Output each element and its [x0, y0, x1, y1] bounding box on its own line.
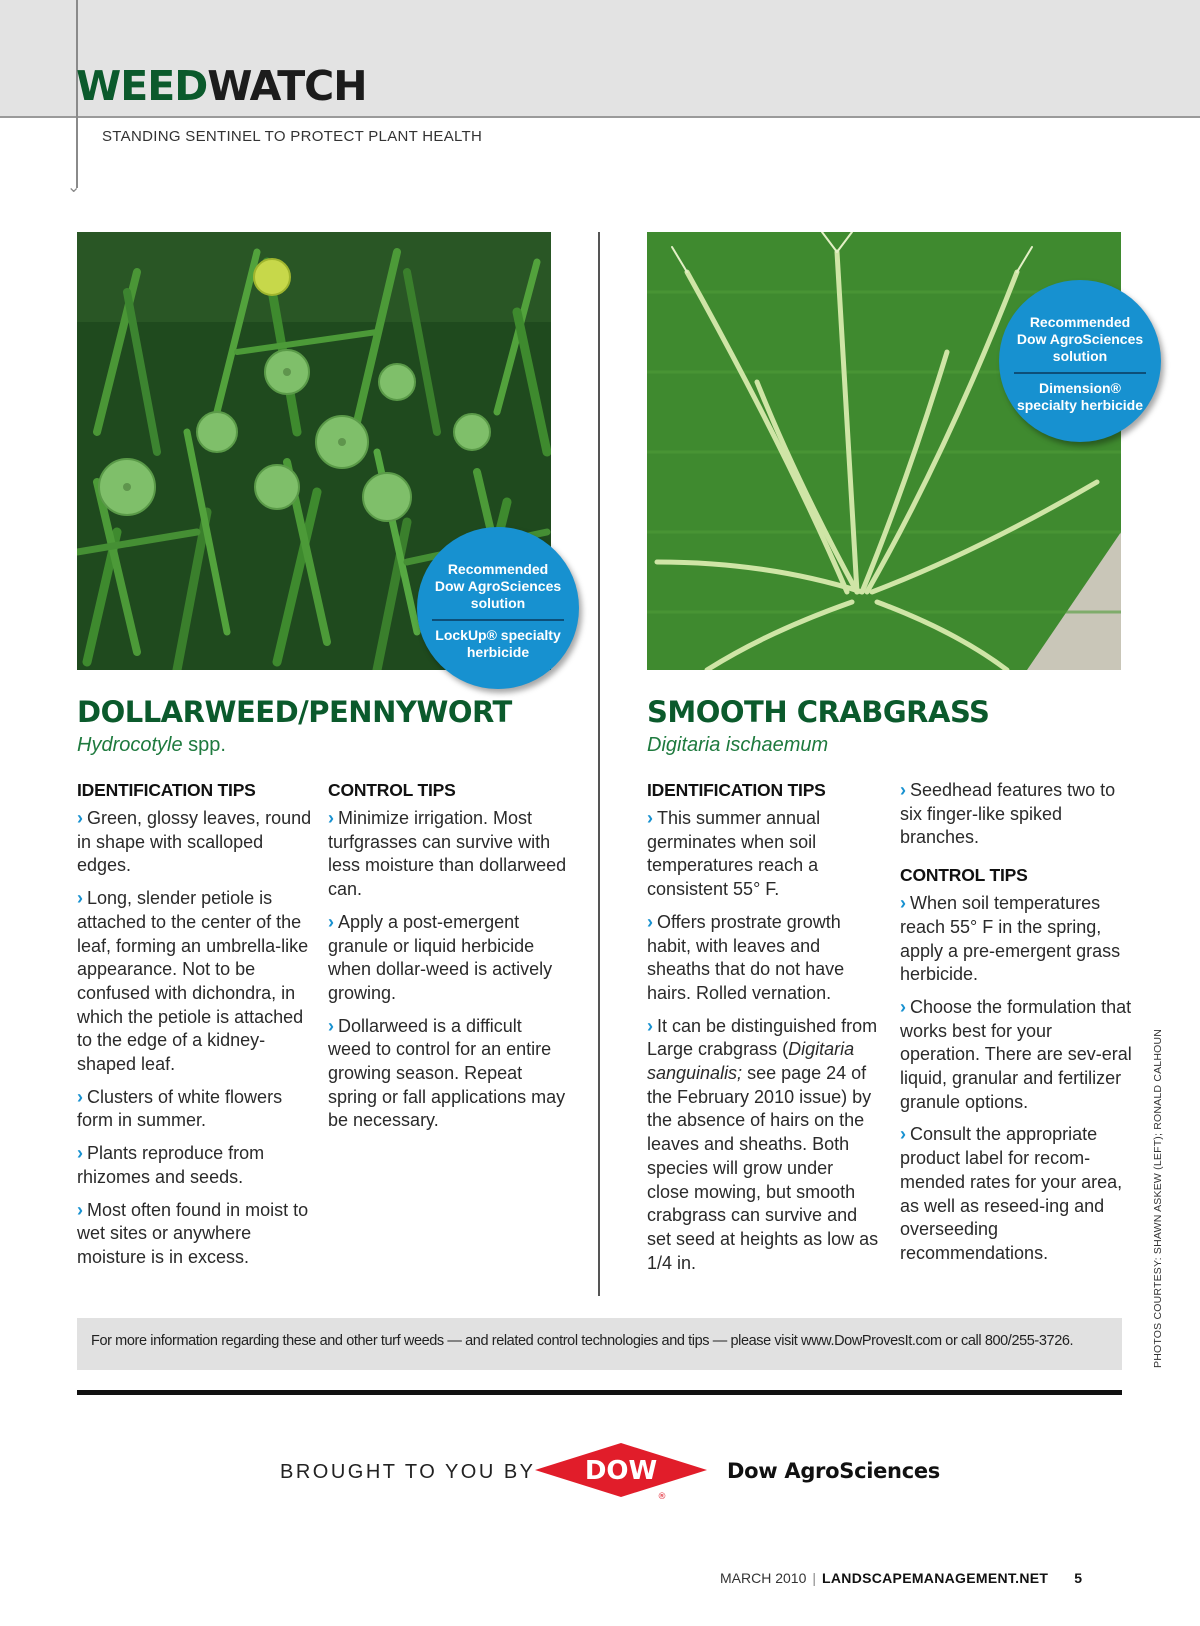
weedwatch-wordmark: [76, 62, 367, 110]
badge-rule: [432, 619, 564, 621]
tip-item: [328, 807, 568, 902]
tip-text: Seedhead features two to six finger-like spiked branches.: [900, 780, 1116, 848]
chevron-right-icon: ›: [77, 808, 83, 828]
chevron-right-icon: ›: [328, 1015, 334, 1036]
tip-text: Clusters of white flowers form in summer.: [77, 1086, 283, 1131]
section-heading: CONTROL TIPS: [328, 780, 456, 800]
dow-agrosciences-name: Dow AgroSciences: [727, 1459, 940, 1483]
tip-item: [647, 807, 879, 902]
chevron-right-icon: ›: [647, 1015, 653, 1036]
sci-binomial: Digitaria ischaemum: [647, 734, 829, 756]
tagline: STANDING SENTINEL TO PROTECT PLANT HEALTH: [102, 128, 483, 145]
tip-text: Consult the appropriate product label for recom-mended rates for your area, as well as reseed-ing and overseeding recommendations.: [900, 1124, 1123, 1263]
badge-line1: Recommended: [447, 561, 549, 577]
recommended-solution-badge-right: [999, 280, 1161, 442]
dollarweed-control-tips: [328, 779, 568, 1142]
chevron-right-icon: ›: [900, 780, 906, 800]
tip-text: Minimize irrigation. Most turfgrasses can survive with less moisture than dollarweed can.: [328, 808, 567, 900]
chevron-right-icon: ›: [900, 893, 906, 914]
tip-text: When soil temperatures reach 55° F in the spring, apply a pre-emergent grass herbicide.: [900, 893, 1121, 985]
chevron-right-icon: ›: [900, 1124, 906, 1145]
tip-item: [77, 1199, 312, 1270]
tip-item: [77, 1142, 312, 1189]
crabgrass-title: SMOOTH CRABGRASS: [647, 695, 990, 729]
registered-mark: ®: [657, 1492, 667, 1501]
chevron-right-icon: ›: [77, 1143, 83, 1164]
badge-line2: Dow AgroSciences: [1016, 331, 1144, 347]
dollarweed-title: DOLLARWEED/PENNYWORT: [77, 695, 512, 729]
tip-text: Most often found in moist to wet sites or anywhere moisture is in excess.: [77, 1199, 309, 1267]
chevron-right-icon: ›: [77, 888, 83, 909]
tip-text: Apply a post-emergent granule or liquid herbicide when dollar-weed is actively growing.: [328, 911, 553, 1003]
tip-text: Choose the formulation that works best for your operation. There are sev-eral liquid, granular and fertilizer granule options.: [900, 996, 1132, 1112]
dow-logo-text: DOW: [584, 1456, 658, 1486]
section-rule: [77, 1390, 1122, 1395]
dow-diamond-logo: [535, 1441, 707, 1501]
wordmark-weed: WEED: [76, 62, 208, 110]
tip-text: Offers prostrate growth habit, with leaves and sheaths that do not have hairs. Rolled vernation.: [647, 911, 845, 1003]
tip-text: see page 24 of the February 2010 issue) by the absence of hairs on the leaves and sheaths. Both species will grow under close mowing, but smooth crabgrass can survive and set seed at heights as low as 1/4 in.: [647, 1063, 879, 1273]
crabgrass-identification-tips: [647, 779, 879, 1284]
chevron-right-icon: ›: [647, 808, 653, 828]
website-link[interactable]: LANDSCAPEMANAGEMENT.NET: [822, 1570, 1049, 1586]
recommended-solution-badge-left: [417, 527, 579, 689]
wordmark-watch: WATCH: [207, 62, 367, 110]
tip-text: This summer annual germinates when soil temperatures reach a consistent 55° F.: [647, 808, 821, 900]
tip-text: Green, glossy leaves, round in shape with scalloped edges.: [77, 808, 312, 876]
footer-divider: |: [812, 1570, 817, 1586]
badge-line3: solution: [470, 595, 526, 611]
photo-credit: PHOTOS COURTESY: SHAWN ASKEW (LEFT); RONALD CALHOUN: [1152, 1028, 1164, 1368]
tip-item: [328, 911, 568, 1006]
crabgrass-scientific-name: [647, 733, 828, 757]
dollarweed-scientific-name: [77, 733, 226, 757]
chevron-right-icon: ›: [77, 1199, 83, 1220]
tip-item: [647, 911, 879, 1006]
badge-product: LockUp® specialty herbicide: [435, 627, 561, 660]
dollarweed-identification-tips: [77, 779, 312, 1279]
sci-genus: Hydrocotyle: [77, 734, 183, 756]
chevron-right-icon: ›: [647, 911, 653, 932]
section-heading: CONTROL TIPS: [900, 865, 1028, 886]
tip-text: It can be distinguished from Large crabgrass (: [647, 1015, 878, 1060]
page-footer: [720, 1570, 1082, 1586]
page-number: 5: [1074, 1570, 1083, 1586]
badge-product: Dimension® specialty herbicide: [1016, 380, 1144, 413]
brought-to-you-by: BROUGHT TO YOU BY: [280, 1461, 536, 1483]
tip-text: Plants reproduce from rhizomes and seeds.: [77, 1143, 265, 1187]
section-heading: IDENTIFICATION TIPS: [77, 780, 256, 800]
down-arrow-icon: ⌄: [67, 179, 81, 196]
tip-text: Long, slender petiole is attached to the center of the leaf, forming an umbrella-like appearance. Not to be confused with dichondra, in which the petiole is attached to the edge of a kidney-shaped leaf.: [77, 888, 309, 1075]
tip-item: [328, 1015, 568, 1134]
chevron-right-icon: ›: [900, 996, 906, 1017]
chevron-right-icon: ›: [77, 1086, 83, 1107]
badge-line2: Dow AgroSciences: [434, 578, 562, 594]
tip-item: [900, 892, 1132, 987]
tip-text: Dollarweed is a difficult weed to control for an entire growing season. Repeat spring or fall applications may be necessary.: [328, 1015, 566, 1131]
badge-line3: solution: [1052, 348, 1108, 364]
tip-item: [77, 1086, 312, 1133]
issue-date: MARCH 2010: [720, 1570, 807, 1586]
tip-item: [900, 996, 1132, 1115]
tip-italic-name: Digitaria sanguinalis;: [647, 1039, 855, 1084]
badge-rule: [1014, 372, 1146, 374]
more-info-bar: For more information regarding these and other turf weeds — and related control technologies and tips — please visit www.DowProvesIt.com or call 800/255-3726.: [77, 1318, 1122, 1370]
tip-item: [900, 779, 1132, 850]
crabgrass-control-tips: [900, 779, 1132, 1275]
section-heading: IDENTIFICATION TIPS: [647, 780, 826, 800]
tip-item: [77, 887, 312, 1077]
tip-item: [77, 807, 312, 878]
column-divider: [598, 232, 600, 1296]
chevron-right-icon: ›: [328, 911, 334, 932]
tip-item: [647, 1015, 879, 1276]
tip-item: [900, 1123, 1132, 1265]
chevron-right-icon: ›: [328, 808, 334, 828]
sci-suffix: spp.: [182, 734, 226, 756]
badge-line1: Recommended: [1029, 314, 1131, 330]
